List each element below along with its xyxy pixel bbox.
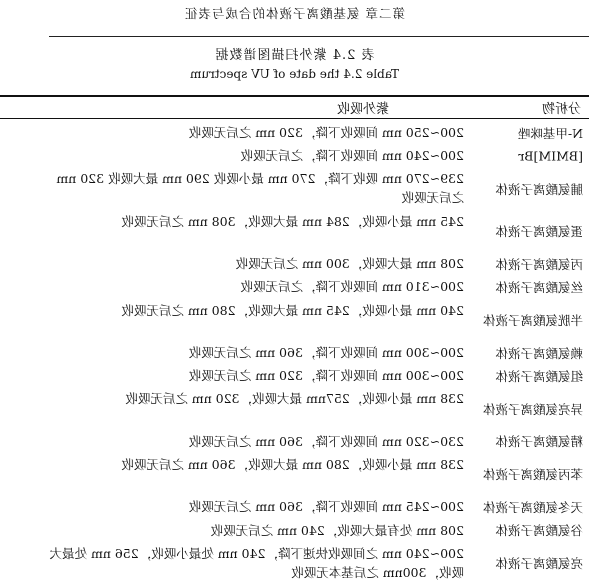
analyte-cell: [BMIM]Br [518,148,583,164]
uv-absorption-cell: 239~270 nm 吸收下降，270 nm 最小吸收 290 nm 最大吸收 320 nm 之后无吸收 [56,171,464,206]
table-row [0,167,589,209]
table-row [0,364,589,387]
analyte-cell: 脯氨酸离子液体 [495,181,583,197]
analyte-cell: 天冬氨酸离子液体 [482,499,583,515]
column-header-analyte: 分析物 [541,102,581,117]
analyte-cell: 丙氨酸离子液体 [495,256,583,272]
analyte-cell: 蛋氨酸离子液体 [495,223,583,239]
uv-absorption-cell: 230~320 nm 间吸收下降，360 nm 之后无吸收 [188,433,464,449]
table-title-en: Table 2.4 the date of UV spectrum [190,67,400,81]
header-rule [49,36,589,37]
analyte-cell: 异亮氨酸离子液体 [482,401,583,417]
uv-absorption-cell: 200~240 nm 间吸收下降，之后无吸收 [240,148,464,164]
table-row [0,341,589,364]
table-row [0,299,589,341]
uv-absorption-cell: 200~250 nm 间吸收下降，320 nm 之后无吸收 [188,125,464,140]
uv-absorption-cell: 200~310 nm 间吸收下降，之后无吸收 [240,279,464,295]
table-title-cn: 表 2.4 紫外扫描图谱数据 [214,48,375,63]
uv-absorption-cell: 208 nm 最大吸收，300 nm 之后无吸收 [235,256,464,272]
analyte-cell: 亮氨酸离子液体 [495,555,583,571]
analyte-cell: 丝氨酸离子液体 [495,279,583,295]
uv-absorption-cell: 200~300 nm 间吸收下降，320 nm 之后无吸收 [188,368,464,384]
uv-absorption-cell: 200~240 nm 之间吸收快速下降，240 nm 处最小吸收，256 nm 处最大吸收，300nm 之后基本无吸收 [49,545,464,580]
table-row [0,430,589,453]
uv-absorption-cell: 238 nm 最小吸收，257nm 最大吸收，320 nm 之后无吸收 [125,391,464,407]
uv-absorption-cell: 200~300 nm 间吸收下降，360 nm 之后无吸收 [188,345,464,360]
table-row [0,275,589,298]
analyte-cell: 半胱氨酸离子液体 [482,312,583,328]
uv-absorption-cell: 238 nm 最小吸收，280 nm 最大吸收，360 nm 之后无吸收 [121,457,464,472]
table-row [0,495,589,518]
analyte-cell: 精氨酸离子液体 [495,434,583,450]
uv-absorption-cell: 240 nm 最小吸收，245 nm 最大吸收，280 nm 之后无吸收 [121,302,464,318]
column-header-uv: 紫外吸收 [336,102,389,117]
table-row [0,144,589,167]
analyte-cell: N-甲基咪唑 [517,125,583,141]
table-row [0,453,589,495]
uv-absorption-cell: 245 nm 最小吸收，284 nm 最大吸收，308 nm 之后无吸收 [121,213,464,229]
analyte-cell: 赖氨酸离子液体 [495,345,583,361]
table-row [0,387,589,429]
table-header-rule [0,118,589,119]
chapter-header: 第二章 氨基酸离子液体的合成与表征 [184,6,405,21]
table-row [0,210,589,252]
table-row [0,121,589,144]
table-top-rule [0,95,589,97]
table-row [0,542,589,584]
analyte-cell: 组氨酸离子液体 [495,368,583,384]
table-row [0,252,589,275]
uv-absorption-cell: 208 nm 处有最大吸收，240 nm 之后无吸收 [210,522,464,538]
uv-absorption-cell: 200~245 nm 间吸收下降，360 nm 之后无吸收 [188,499,464,515]
table-row [0,519,589,542]
analyte-cell: 苯丙氨酸离子液体 [482,467,583,483]
analyte-cell: 谷氨酸离子液体 [495,523,583,539]
